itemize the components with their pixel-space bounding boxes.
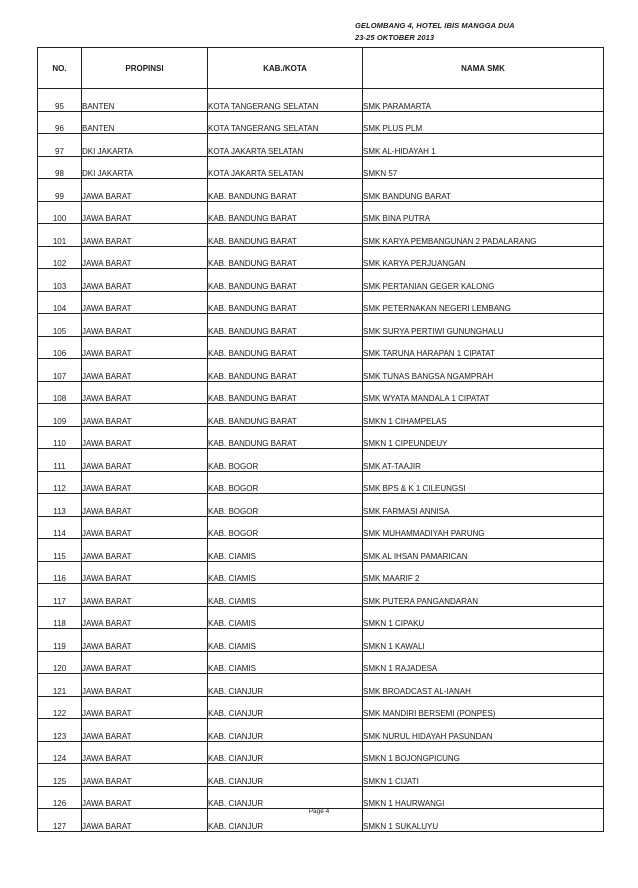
cell-kab-kota: KAB. CIANJUR — [208, 741, 363, 764]
cell-propinsi: JAWA BARAT — [82, 561, 208, 584]
cell-kab-kota: KAB. CIAMIS — [208, 606, 363, 629]
cell-kab-kota: KAB. CIANJUR — [208, 696, 363, 719]
cell-no: 100 — [38, 201, 82, 224]
cell-kab-kota: KAB. BANDUNG BARAT — [208, 336, 363, 359]
cell-nama-smk: SMK TARUNA HARAPAN 1 CIPATAT — [363, 336, 604, 359]
column-header-nama-smk: NAMA SMK — [363, 48, 604, 89]
cell-propinsi: JAWA BARAT — [82, 201, 208, 224]
table-row — [38, 291, 604, 314]
cell-kab-kota: KAB. BOGOR — [208, 449, 363, 472]
cell-kab-kota: KAB. CIAMIS — [208, 584, 363, 607]
cell-nama-smk: SMKN 1 SUKALUYU — [363, 809, 604, 832]
cell-kab-kota: KOTA TANGERANG SELATAN — [208, 89, 363, 112]
cell-nama-smk: SMK PARAMARTA — [363, 89, 604, 112]
cell-no: 104 — [38, 291, 82, 314]
cell-no: 125 — [38, 764, 82, 787]
table-row — [38, 629, 604, 652]
cell-nama-smk: SMK MAARIF 2 — [363, 561, 604, 584]
cell-propinsi: JAWA BARAT — [82, 179, 208, 202]
cell-propinsi: BANTEN — [82, 111, 208, 134]
table-row — [38, 786, 604, 809]
cell-nama-smk: SMKN 1 CIPEUNDEUY — [363, 426, 604, 449]
cell-propinsi: JAWA BARAT — [82, 426, 208, 449]
cell-kab-kota: KAB. CIAMIS — [208, 539, 363, 562]
table-row — [38, 696, 604, 719]
cell-nama-smk: SMK FARMASI ANNISA — [363, 494, 604, 517]
table-row — [38, 404, 604, 427]
cell-propinsi: DKI JAKARTA — [82, 134, 208, 157]
cell-propinsi: BANTEN — [82, 89, 208, 112]
cell-nama-smk: SMKN 1 RAJADESA — [363, 651, 604, 674]
cell-kab-kota: KAB. BANDUNG BARAT — [208, 224, 363, 247]
cell-kab-kota: KAB. CIANJUR — [208, 719, 363, 742]
cell-no: 97 — [38, 134, 82, 157]
cell-propinsi: JAWA BARAT — [82, 404, 208, 427]
cell-kab-kota: KAB. CIANJUR — [208, 809, 363, 832]
cell-nama-smk: SMK BROADCAST AL-IANAH — [363, 674, 604, 697]
cell-nama-smk: SMK PUTERA PANGANDARAN — [363, 584, 604, 607]
cell-nama-smk: SMK PLUS PLM — [363, 111, 604, 134]
cell-no: 121 — [38, 674, 82, 697]
document-header — [355, 20, 555, 44]
cell-kab-kota: KAB. BANDUNG BARAT — [208, 314, 363, 337]
cell-propinsi: DKI JAKARTA — [82, 156, 208, 179]
cell-no: 112 — [38, 471, 82, 494]
column-header-kab-kota: KAB./KOTA — [208, 48, 363, 89]
cell-no: 113 — [38, 494, 82, 517]
table-row — [38, 449, 604, 472]
cell-no: 119 — [38, 629, 82, 652]
cell-kab-kota: KAB. CIAMIS — [208, 651, 363, 674]
cell-kab-kota: KAB. BANDUNG BARAT — [208, 404, 363, 427]
cell-kab-kota: KAB. BANDUNG BARAT — [208, 201, 363, 224]
cell-propinsi: JAWA BARAT — [82, 651, 208, 674]
cell-propinsi: JAWA BARAT — [82, 291, 208, 314]
cell-propinsi: JAWA BARAT — [82, 786, 208, 809]
cell-no: 126 — [38, 786, 82, 809]
cell-no: 124 — [38, 741, 82, 764]
cell-nama-smk: SMK PERTANIAN GEGER KALONG — [363, 269, 604, 292]
cell-propinsi: JAWA BARAT — [82, 494, 208, 517]
table-row — [38, 561, 604, 584]
cell-no: 111 — [38, 449, 82, 472]
cell-nama-smk: SMKN 1 HAURWANGI — [363, 786, 604, 809]
cell-kab-kota: KAB. BANDUNG BARAT — [208, 269, 363, 292]
cell-kab-kota: KAB. BANDUNG BARAT — [208, 381, 363, 404]
table-body — [38, 89, 604, 832]
cell-propinsi: JAWA BARAT — [82, 314, 208, 337]
cell-propinsi: JAWA BARAT — [82, 516, 208, 539]
table-row — [38, 246, 604, 269]
cell-nama-smk: SMKN 1 KAWALI — [363, 629, 604, 652]
cell-propinsi: JAWA BARAT — [82, 381, 208, 404]
page-number: Page 4 — [308, 808, 330, 815]
cell-kab-kota: KAB. CIANJUR — [208, 674, 363, 697]
cell-kab-kota: KAB. BOGOR — [208, 471, 363, 494]
cell-propinsi: JAWA BARAT — [82, 606, 208, 629]
cell-nama-smk: SMKN 1 CIJATI — [363, 764, 604, 787]
cell-kab-kota: KAB. BANDUNG BARAT — [208, 179, 363, 202]
cell-no: 122 — [38, 696, 82, 719]
cell-kab-kota: KOTA JAKARTA SELATAN — [208, 156, 363, 179]
table-row — [38, 584, 604, 607]
cell-kab-kota: KAB. BOGOR — [208, 494, 363, 517]
table-row — [38, 381, 604, 404]
cell-no: 96 — [38, 111, 82, 134]
cell-propinsi: JAWA BARAT — [82, 336, 208, 359]
cell-no: 105 — [38, 314, 82, 337]
cell-no: 103 — [38, 269, 82, 292]
table-row — [38, 606, 604, 629]
table-row — [38, 134, 604, 157]
cell-no: 98 — [38, 156, 82, 179]
cell-kab-kota: KAB. BANDUNG BARAT — [208, 291, 363, 314]
cell-nama-smk: SMK BPS & K 1 CILEUNGSI — [363, 471, 604, 494]
cell-no: 109 — [38, 404, 82, 427]
cell-no: 114 — [38, 516, 82, 539]
cell-kab-kota: KOTA TANGERANG SELATAN — [208, 111, 363, 134]
cell-nama-smk: SMK MUHAMMADIYAH PARUNG — [363, 516, 604, 539]
cell-no: 102 — [38, 246, 82, 269]
cell-nama-smk: SMK AT-TAAJIR — [363, 449, 604, 472]
cell-no: 95 — [38, 89, 82, 112]
cell-kab-kota: KAB. CIANJUR — [208, 786, 363, 809]
table-row — [38, 224, 604, 247]
cell-nama-smk: SMK AL-HIDAYAH 1 — [363, 134, 604, 157]
table-row — [38, 674, 604, 697]
cell-nama-smk: SMK KARYA PEMBANGUNAN 2 PADALARANG — [363, 224, 604, 247]
cell-nama-smk: SMK BANDUNG BARAT — [363, 179, 604, 202]
cell-nama-smk: SMK NURUL HIDAYAH PASUNDAN — [363, 719, 604, 742]
table-row — [38, 111, 604, 134]
cell-kab-kota: KAB. BOGOR — [208, 516, 363, 539]
table-row — [38, 764, 604, 787]
table-row — [38, 471, 604, 494]
cell-nama-smk: SMK MANDIRI BERSEMI (PONPES) — [363, 696, 604, 719]
cell-no: 127 — [38, 809, 82, 832]
table-row — [38, 651, 604, 674]
cell-kab-kota: KAB. BANDUNG BARAT — [208, 246, 363, 269]
table-row — [38, 426, 604, 449]
cell-nama-smk: SMK AL IHSAN PAMARICAN — [363, 539, 604, 562]
cell-no: 106 — [38, 336, 82, 359]
table-row — [38, 89, 604, 112]
cell-no: 108 — [38, 381, 82, 404]
table-row — [38, 179, 604, 202]
cell-nama-smk: SMK PETERNAKAN NEGERI LEMBANG — [363, 291, 604, 314]
cell-propinsi: JAWA BARAT — [82, 539, 208, 562]
table-row — [38, 359, 604, 382]
cell-propinsi: JAWA BARAT — [82, 674, 208, 697]
header-event-line: GELOMBANG 4, HOTEL IBIS MANGGA DUA — [355, 21, 515, 30]
cell-nama-smk: SMKN 1 CIHAMPELAS — [363, 404, 604, 427]
cell-no: 107 — [38, 359, 82, 382]
cell-no: 123 — [38, 719, 82, 742]
cell-propinsi: JAWA BARAT — [82, 224, 208, 247]
cell-no: 118 — [38, 606, 82, 629]
table-row — [38, 269, 604, 292]
column-header-propinsi: PROPINSI — [82, 48, 208, 89]
table-row — [38, 516, 604, 539]
cell-nama-smk: SMK WYATA MANDALA 1 CIPATAT — [363, 381, 604, 404]
cell-propinsi: JAWA BARAT — [82, 764, 208, 787]
cell-propinsi: JAWA BARAT — [82, 246, 208, 269]
cell-nama-smk: SMK SURYA PERTIWI GUNUNGHALU — [363, 314, 604, 337]
cell-no: 101 — [38, 224, 82, 247]
table-row — [38, 539, 604, 562]
cell-kab-kota: KOTA JAKARTA SELATAN — [208, 134, 363, 157]
cell-kab-kota: KAB. CIAMIS — [208, 561, 363, 584]
cell-kab-kota: KAB. BANDUNG BARAT — [208, 426, 363, 449]
header-date-line: 23-25 OKTOBER 2013 — [355, 33, 435, 42]
table-row — [38, 314, 604, 337]
cell-no: 110 — [38, 426, 82, 449]
cell-propinsi: JAWA BARAT — [82, 584, 208, 607]
cell-nama-smk: SMK TUNAS BANGSA NGAMPRAH — [363, 359, 604, 382]
cell-propinsi: JAWA BARAT — [82, 449, 208, 472]
cell-nama-smk: SMKN 1 CIPAKU — [363, 606, 604, 629]
cell-kab-kota: KAB. CIAMIS — [208, 629, 363, 652]
cell-propinsi: JAWA BARAT — [82, 359, 208, 382]
cell-no: 116 — [38, 561, 82, 584]
cell-propinsi: JAWA BARAT — [82, 471, 208, 494]
table-row — [38, 494, 604, 517]
cell-nama-smk: SMKN 1 BOJONGPICUNG — [363, 741, 604, 764]
cell-no: 117 — [38, 584, 82, 607]
cell-propinsi: JAWA BARAT — [82, 719, 208, 742]
cell-nama-smk: SMKN 57 — [363, 156, 604, 179]
cell-kab-kota: KAB. BANDUNG BARAT — [208, 359, 363, 382]
column-header-no: NO. — [38, 48, 82, 89]
table-row — [38, 719, 604, 742]
table-row — [38, 336, 604, 359]
cell-nama-smk: SMK BINA PUTRA — [363, 201, 604, 224]
cell-propinsi: JAWA BARAT — [82, 629, 208, 652]
cell-kab-kota: KAB. CIANJUR — [208, 764, 363, 787]
cell-propinsi: JAWA BARAT — [82, 696, 208, 719]
table-row — [38, 201, 604, 224]
cell-propinsi: JAWA BARAT — [82, 741, 208, 764]
cell-nama-smk: SMK KARYA PERJUANGAN — [363, 246, 604, 269]
cell-no: 120 — [38, 651, 82, 674]
table-row — [38, 741, 604, 764]
cell-no: 99 — [38, 179, 82, 202]
cell-propinsi: JAWA BARAT — [82, 809, 208, 832]
cell-propinsi: JAWA BARAT — [82, 269, 208, 292]
cell-no: 115 — [38, 539, 82, 562]
school-list-table — [37, 47, 604, 832]
table-row — [38, 156, 604, 179]
table-header-row — [38, 48, 604, 89]
